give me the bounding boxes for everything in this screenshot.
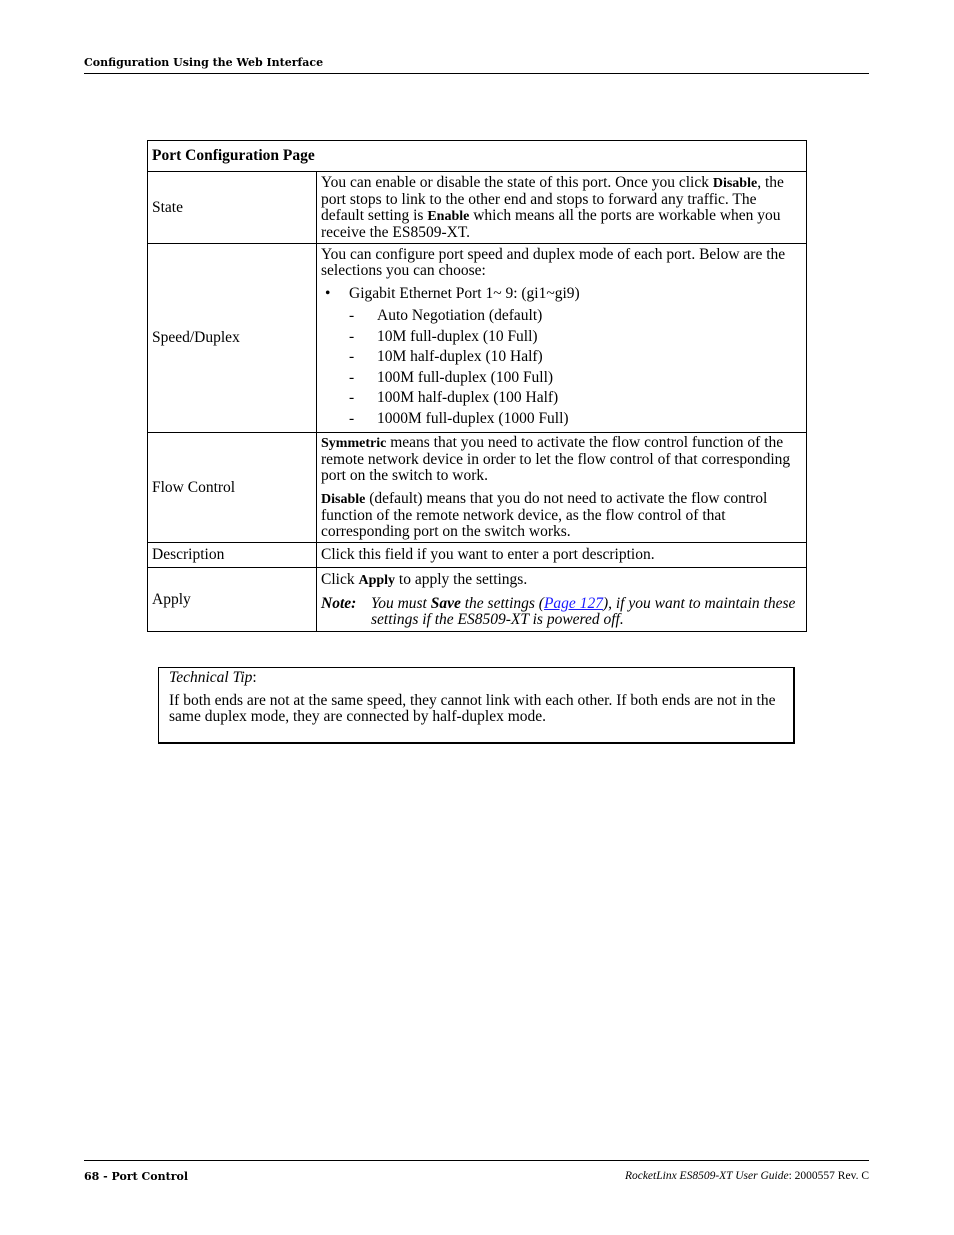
state-disable-term: Disable — [712, 175, 758, 191]
note-text-2: the settings ( — [460, 594, 544, 612]
technical-tip-box — [158, 667, 795, 744]
dash-mark: - — [349, 389, 355, 406]
list-item — [349, 327, 802, 348]
footer-revision: : 2000557 Rev. C — [788, 1170, 869, 1182]
speed-option: 100M full-duplex (100 Full) — [377, 368, 554, 386]
state-text-2: , the port stops to link to the other end and stops to forward any traffic. The default setting is — [321, 173, 784, 224]
speed-option: 100M half-duplex (100 Half) — [377, 389, 559, 406]
footer-page-label: 68 - Port Control — [84, 1170, 189, 1183]
apply-text-1: Click — [321, 570, 359, 588]
dash-mark: - — [349, 307, 355, 324]
row-desc-flow-control — [317, 433, 807, 543]
row-desc-description: Click this field if you want to enter a port description. — [317, 543, 807, 568]
note-save-term: Save — [430, 594, 461, 612]
speed-option: 10M full-duplex (10 Full) — [377, 327, 538, 345]
flow-text-1: means that you need to activate the flow control function of the remote network device in order to let the flow control of that corresponding port on the switch to work. — [321, 434, 791, 484]
flow-symmetric-term: Symmetric — [321, 436, 387, 451]
row-label-description: Description — [148, 543, 317, 568]
speed-intro: You can configure port speed and duplex mode of each port. Below are the selections you can choose: — [321, 246, 786, 279]
dash-mark: - — [349, 368, 355, 386]
note-text-1: You must — [371, 594, 431, 612]
row-label-state: State — [148, 172, 317, 244]
dash-mark: - — [349, 327, 355, 345]
row-label-apply: Apply — [148, 568, 317, 632]
apply-note — [321, 596, 802, 628]
list-item — [349, 306, 802, 327]
list-item — [349, 347, 802, 368]
speed-option: 10M half-duplex (10 Half) — [377, 348, 543, 365]
row-desc-speed-duplex — [317, 244, 807, 433]
table-row-apply — [148, 568, 807, 632]
table-title-row — [148, 141, 807, 172]
flow-disable-term: Disable — [321, 492, 366, 507]
tip-colon: : — [252, 669, 257, 686]
apply-term: Apply — [358, 572, 396, 588]
tip-title: Technical Tip — [169, 669, 253, 686]
note-text-3: ), if you want to maintain these settings if the ES8509-XT is powered off. — [371, 594, 796, 628]
list-item — [349, 409, 802, 430]
speed-option: Auto Negotiation (default) — [377, 307, 543, 324]
state-text-1: You can enable or disable the state of this port. Once you click — [321, 173, 713, 191]
footer-doc-id — [625, 1170, 869, 1182]
row-label-speed-duplex: Speed/Duplex — [148, 244, 317, 433]
list-item — [349, 388, 802, 409]
row-label-flow-control: Flow Control — [148, 433, 317, 543]
footer-guide-title: RocketLinx ES8509-XT User Guide — [624, 1170, 789, 1182]
tip-text: If both ends are not at the same speed, they cannot link with each other. If both ends are not in the same duplex mode, they are connected by half-duplex mode. — [169, 692, 776, 725]
table-row-flow-control — [148, 433, 807, 543]
state-enable-term: Enable — [427, 208, 470, 224]
table-title: Port Configuration Page — [148, 141, 807, 172]
port-configuration-table — [147, 140, 807, 632]
speed-option: 1000M full-duplex (1000 Full) — [377, 409, 569, 427]
running-header: Configuration Using the Web Interface — [84, 56, 324, 69]
bullet-mark: • — [325, 285, 331, 302]
table-row-speed-duplex — [148, 244, 807, 433]
row-desc-state — [317, 172, 807, 244]
apply-text-2: to apply the settings. — [395, 570, 528, 588]
dash-mark: - — [349, 409, 355, 427]
state-text-3: which means all the ports are workable when you receive the ES8509-XT. — [321, 206, 781, 241]
speed-bullet-text: Gigabit Ethernet Port 1~ 9: (gi1~gi9) — [349, 285, 580, 302]
page-127-link[interactable]: Page 127 — [543, 594, 603, 612]
table-row-state — [148, 172, 807, 244]
header-rule — [84, 73, 869, 74]
speed-bullet-item — [325, 286, 802, 302]
table-row-description — [148, 543, 807, 568]
dash-mark: - — [349, 348, 355, 365]
list-item — [349, 368, 802, 389]
note-label: Note: — [321, 594, 357, 612]
flow-text-2: (default) means that you do not need to activate the flow control function of the remote network device, as the flow control of that corresponding port on the switch works. — [321, 490, 768, 540]
footer-rule — [84, 1160, 869, 1161]
row-desc-apply — [317, 568, 807, 632]
